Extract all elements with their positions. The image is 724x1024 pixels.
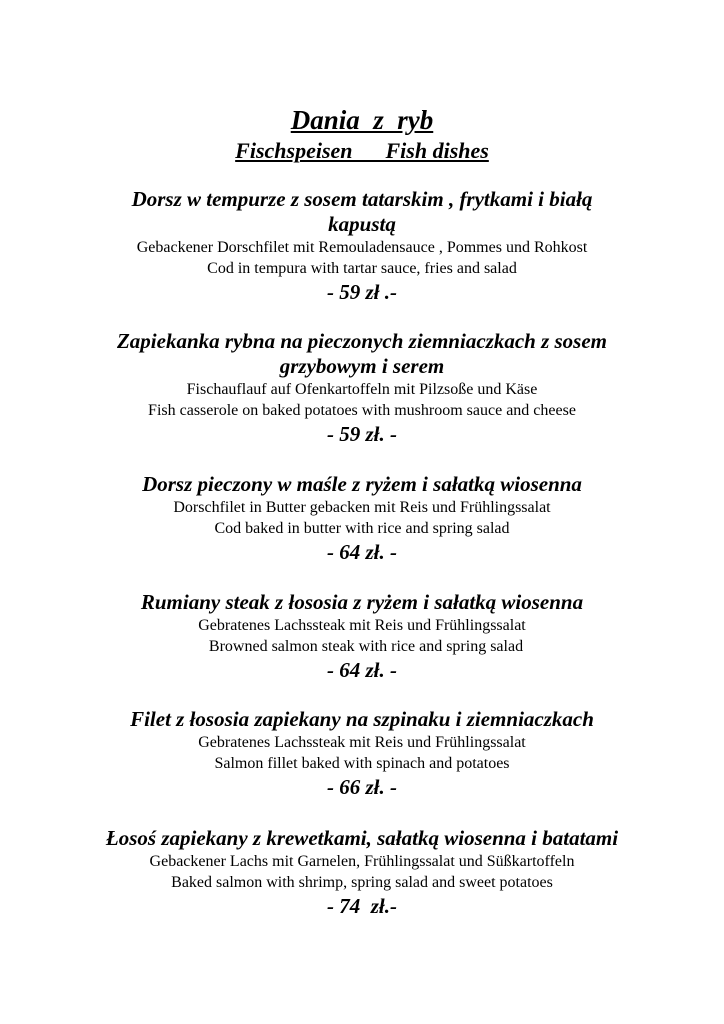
dish-item <box>0 707 724 800</box>
dish-name: Filet z łososia zapiekany na szpinaku i ziemniaczkach <box>130 707 594 731</box>
dish-item <box>0 187 724 305</box>
dish-price: - 74 zł.- <box>327 894 397 918</box>
dish-item <box>0 826 724 919</box>
dish-description-german: Gebratenes Lachssteak mit Reis und Frühlingssalat <box>198 734 526 751</box>
dish-item <box>0 472 724 565</box>
dish-description-english: Browned salmon steak with rice and spring salad <box>200 638 524 655</box>
dish-price: - 64 zł. - <box>327 658 397 682</box>
dish-name: Zapiekanka rybna na pieczonych ziemniaczkach z sosem grzybowym i serem <box>116 329 607 378</box>
dish-name: Łosoś zapiekany z krewetkami, sałatką wiosenna i batatami <box>105 826 619 850</box>
page-title: Dania z ryb <box>290 105 434 135</box>
dish-item <box>0 590 724 683</box>
dish-price: - 59 zł .- <box>327 280 397 304</box>
dish-description-english: Salmon fillet baked with spinach and potatoes <box>214 755 510 772</box>
page-subtitle: Fischspeisen Fish dishes <box>235 138 489 163</box>
dish-description-english: Fish casserole on baked potatoes with mushroom sauce and cheese <box>148 402 576 419</box>
dish-price: - 64 zł. - <box>327 540 397 564</box>
dish-description-english: Cod in tempura with tartar sauce, fries and salad <box>207 260 517 277</box>
dish-name: Rumiany steak z łososia z ryżem i sałatką wiosenna <box>140 590 584 614</box>
dish-description-english: Cod baked in butter with rice and spring salad <box>214 520 510 537</box>
dish-name: Dorsz w tempurze z sosem tatarskim , frytkami i białą kapustą <box>131 187 593 236</box>
dish-description-english: Baked salmon with shrimp, spring salad and sweet potatoes <box>171 874 553 891</box>
dish-description-german: Gebackener Lachs mit Garnelen, Frühlingssalat und Süßkartoffeln <box>149 853 575 870</box>
dish-name: Dorsz pieczony w maśle z ryżem i sałatką wiosenna <box>142 472 582 496</box>
dish-price: - 66 zł. - <box>327 775 397 799</box>
dish-item <box>0 329 724 447</box>
dish-price: - 59 zł. - <box>327 422 397 446</box>
dish-description-german: Gebackener Dorschfilet mit Remouladensauce , Pommes und Rohkost <box>136 239 588 256</box>
dish-description-german: Fischauflauf auf Ofenkartoffeln mit Pilzsoße und Käse <box>186 381 538 398</box>
dish-description-german: Gebratenes Lachssteak mit Reis und Frühlingssalat <box>198 617 526 634</box>
dish-description-german: Dorschfilet in Butter gebacken mit Reis und Frühlingssalat <box>173 499 551 516</box>
